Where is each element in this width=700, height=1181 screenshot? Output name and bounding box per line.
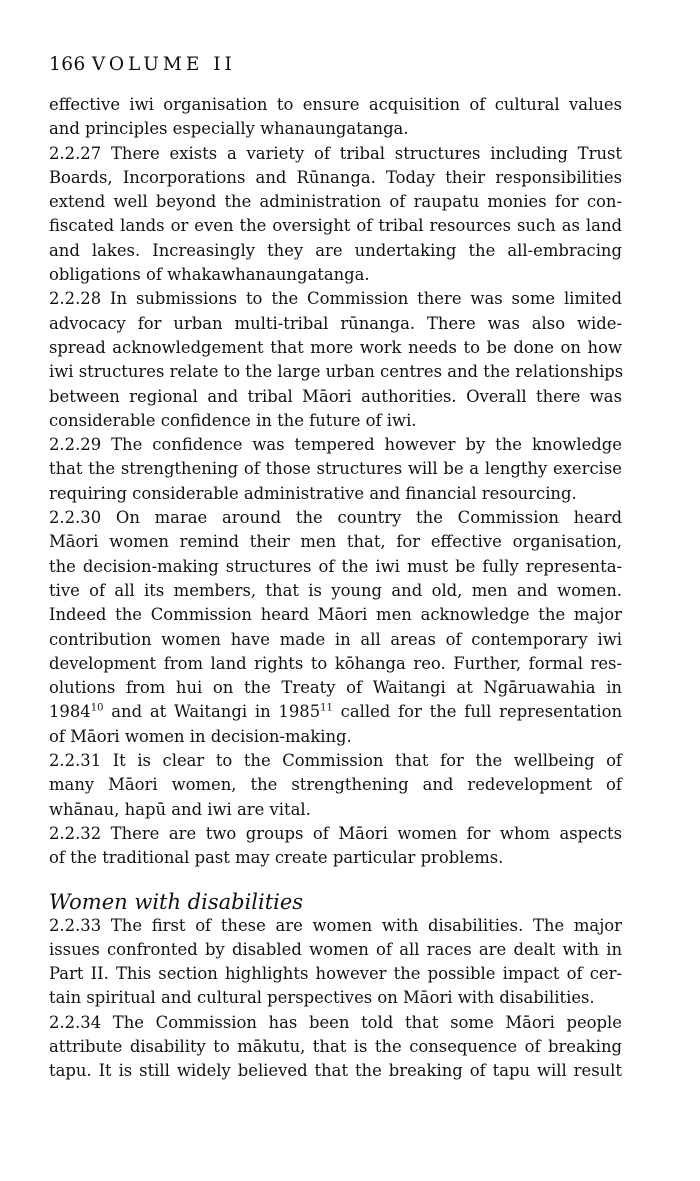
text-line: 2.2.30 On marae around the country the Commission heard — [49, 508, 622, 528]
text-line: 2.2.28 In submissions to the Commission there was some limited — [49, 289, 622, 309]
text-line: issues confronted by disabled women of all races are dealt with in — [49, 939, 622, 959]
text-line: 2.2.29 The confidence was tempered however by the knowledge — [49, 435, 622, 455]
text-line: effective iwi organisation to ensure acquisition of cultural values — [49, 95, 622, 114]
text-line: olutions from hui on the Treaty of Waitangi at Ngāruawahia in — [49, 678, 622, 698]
text-line: Part II. This section highlights however the possible impact of cer- — [49, 964, 622, 984]
volume-label: VOLUME II — [91, 54, 236, 75]
text-line: of the traditional past may create particular problems. — [49, 848, 504, 868]
text-line: tain spiritual and cultural perspectives on Māori with disabilities. — [49, 988, 595, 1008]
text-line: and principles especially whanaungatanga. — [49, 119, 409, 139]
text-line: advocacy for urban multi-tribal rūnanga. There was also wide- — [49, 313, 622, 333]
text-line: Boards, Incorporations and Rūnanga. Today their responsibilities — [49, 167, 622, 187]
text-line: 2.2.32 There are two groups of Māori women for whom aspects — [49, 823, 622, 843]
text-line: requiring considerable administrative and financial resourcing. — [49, 483, 577, 503]
footnote-ref[interactable]: 10 — [90, 702, 104, 714]
text-line: many Māori women, the strengthening and redevelopment of — [49, 775, 622, 795]
text-line: 2.2.34 The Commission has been told that some Māori people — [49, 1012, 622, 1032]
text-line: 2.2.27 There exists a variety of tribal structures including Trust — [49, 143, 622, 163]
text-line: the decision-making structures of the iwi must be fully representa- — [49, 556, 622, 576]
text-line: whānau, hapū and iwi are vital. — [49, 799, 311, 819]
text-line: contribution women have made in all areas of contemporary iwi — [49, 629, 622, 649]
footnote-ref[interactable]: 11 — [320, 702, 333, 714]
text-line: iwi structures relate to the large urban centres and the relationships — [49, 362, 624, 382]
text-line: extend well beyond the administration of raupatu monies for con- — [49, 192, 622, 212]
running-head — [49, 54, 236, 76]
text-line: and lakes. Increasingly they are undertaking the all-embracing — [49, 240, 622, 260]
text-line: Indeed the Commission heard Māori men acknowledge the major — [49, 605, 622, 625]
text-run: called for the full representation — [332, 702, 622, 722]
text-line-with-footnotes — [49, 700, 622, 724]
text-line: tive of all its members, that is young and old, men and women. — [49, 580, 622, 600]
text-line: of Māori women in decision-making. — [49, 726, 352, 746]
text-line: attribute disability to mākutu, that is the consequence of breaking — [49, 1036, 622, 1056]
text-line: obligations of whakawhanaungatanga. — [49, 265, 370, 285]
text-line: considerable confidence in the future of iwi. — [49, 410, 417, 430]
section-heading: Women with disabilities — [49, 889, 304, 914]
text-line: between regional and tribal Māori authorities. Overall there was — [49, 386, 622, 406]
text-line: 2.2.31 It is clear to the Commission that for the wellbeing of — [49, 751, 622, 771]
text-run: and at Waitangi in 1985 — [103, 702, 321, 722]
text-line: 2.2.33 The first of these are women with disabilities. The major — [49, 915, 622, 935]
text-line: tapu. It is still widely believed that the breaking of tapu will result — [49, 1061, 622, 1081]
body-text — [49, 93, 622, 1084]
text-line: Māori women remind their men that, for effective organisation, — [49, 532, 622, 552]
text-line: development from land rights to kōhanga reo. Further, formal res- — [49, 653, 622, 673]
text-line: fiscated lands or even the oversight of tribal resources such as land — [49, 216, 622, 236]
text-run: 1984 — [49, 702, 91, 722]
text-line: spread acknowledgement that more work needs to be done on how — [49, 337, 622, 357]
page-number: 166 — [49, 54, 86, 75]
text-line: that the strengthening of those structures will be a lengthy exercise — [49, 459, 622, 479]
